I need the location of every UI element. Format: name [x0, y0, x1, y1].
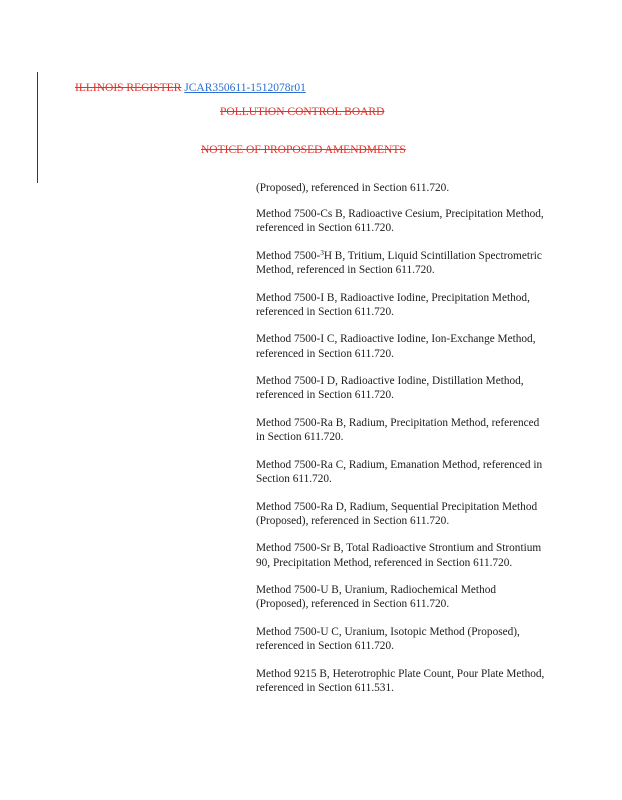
method-reference-entry: Method 9215 B, Heterotrophic Plate Count, Pour Plate Method, referenced in Section 611.531. — [256, 667, 545, 694]
method-reference-entry: Method 7500-U C, Uranium, Isotopic Method (Proposed), referenced in Section 611.720. — [256, 625, 520, 653]
method-reference-entry: Method 7500-Cs B, Radioactive Cesium, Precipitation Method, referenced in Section 611.720. — [256, 208, 544, 235]
deleted-notice-title: NOTICE OF PROPOSED AMENDMENTS — [201, 144, 406, 156]
deleted-register-title: ILLINOIS REGISTER — [75, 82, 182, 94]
method-reference-entry: Method 7500-U B, Uranium, Radiochemical Method (Proposed), referenced in Section 611.720. — [256, 584, 497, 611]
method-reference-text: H B, Tritium, Liquid Scintillation Spectrometric Method, referenced in Section 611.720. — [256, 249, 542, 276]
revision-change-bar — [37, 72, 38, 183]
deleted-board-title: POLLUTION CONTROL BOARD — [220, 106, 385, 118]
method-reference-entry — [256, 249, 546, 277]
method-reference-list — [256, 181, 546, 709]
method-reference-entry: (Proposed), referenced in Section 611.720. — [256, 182, 450, 194]
inserted-document-id: JCAR350611-1512078r01 — [184, 82, 306, 94]
method-reference-entry: Method 7500-I C, Radioactive Iodine, Ion-Exchange Method, referenced in Section 611.720. — [256, 333, 536, 360]
method-reference-entry: Method 7500-I B, Radioactive Iodine, Precipitation Method, referenced in Section 611.720. — [256, 291, 530, 318]
isotope-superscript: 3 — [320, 248, 324, 257]
method-reference-entry: Method 7500-Ra B, Radium, Precipitation Method, referenced in Section 611.720. — [256, 416, 540, 444]
register-header-line — [75, 81, 306, 95]
method-reference-entry: Method 7500-Ra D, Radium, Sequential Precipitation Method (Proposed), referenced in Section 611.720. — [256, 500, 538, 527]
method-reference-entry: Method 7500-Sr B, Total Radioactive Strontium and Strontium 90, Precipitation Method, referenced in Section 611.720. — [256, 542, 542, 569]
method-reference-entry: Method 7500-I D, Radioactive Iodine, Distillation Method, referenced in Section 611.720. — [256, 375, 524, 402]
method-reference-text: Method 7500- — [256, 249, 321, 262]
method-reference-entry: Method 7500-Ra C, Radium, Emanation Method, referenced in Section 611.720. — [256, 458, 543, 485]
